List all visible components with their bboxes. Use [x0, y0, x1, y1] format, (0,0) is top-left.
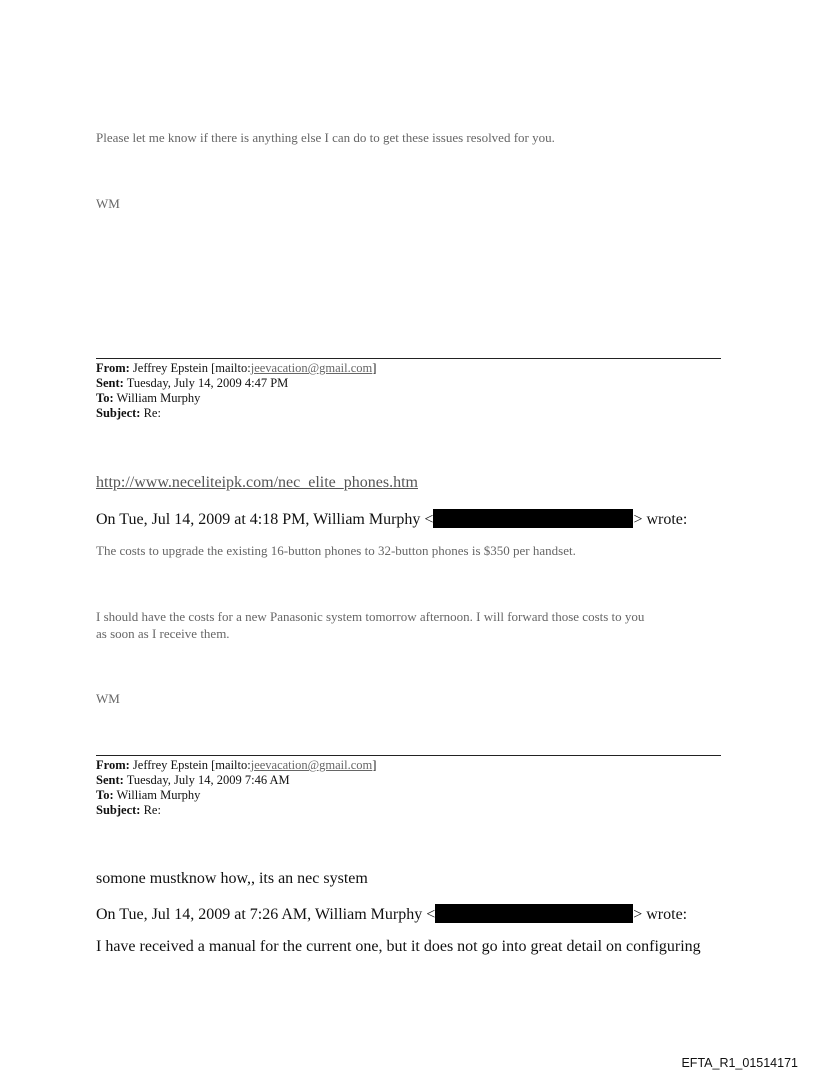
quoted-paragraph: as soon as I receive them.: [96, 626, 230, 641]
from-label: From:: [96, 361, 130, 375]
quoted-paragraph: The costs to upgrade the existing 16-button phones to 32-button phones is $350 per handset.: [96, 543, 576, 558]
document-id: EFTA_R1_01514171: [681, 1056, 798, 1070]
nec-phones-link[interactable]: http://www.neceliteipk.com/nec_elite_phones.htm: [96, 474, 418, 491]
sent-line: [96, 376, 376, 391]
quote-intro: [96, 509, 687, 529]
email-header: [96, 758, 376, 818]
to-line: [96, 391, 376, 406]
sent-line: [96, 773, 376, 788]
quote-intro-start: On Tue, Jul 14, 2009 at 4:18 PM, William Murphy <: [96, 511, 434, 528]
message-link-line: [96, 474, 418, 492]
email-header: [96, 361, 376, 421]
to-line: [96, 788, 376, 803]
to-value: William Murphy: [116, 391, 201, 405]
closing-line: Please let me know if there is anything else I can do to get these issues resolved for you.: [96, 130, 555, 145]
quote-intro-start: On Tue, Jul 14, 2009 at 7:26 AM, William Murphy <: [96, 906, 436, 923]
subject-value: Re:: [143, 803, 161, 817]
quoted-text: I have received a manual for the current one, but it does not go into great detail on configuring: [96, 938, 701, 955]
to-label: To:: [96, 788, 114, 802]
from-email-link[interactable]: jeevacation@gmail.com: [250, 361, 373, 375]
quoted-paragraph: I should have the costs for a new Panasonic system tomorrow afternoon. I will forward those costs to you: [96, 609, 645, 624]
message-body: somone mustknow how,, its an nec system: [96, 870, 368, 887]
sent-label: Sent:: [96, 376, 124, 390]
from-label: From:: [96, 758, 130, 772]
from-email-link[interactable]: jeevacation@gmail.com: [250, 758, 373, 772]
from-end: ]: [372, 361, 377, 375]
subject-value: Re:: [143, 406, 161, 420]
quote-intro: [96, 904, 687, 924]
subject-label: Subject:: [96, 803, 141, 817]
signature: WM: [96, 691, 120, 706]
quote-intro-end: > wrote:: [633, 906, 688, 923]
subject-line: [96, 406, 376, 421]
subject-label: Subject:: [96, 406, 141, 420]
to-label: To:: [96, 391, 114, 405]
redaction-box: [433, 509, 633, 528]
subject-line: [96, 803, 376, 818]
header-divider: [96, 755, 721, 756]
from-name: Jeffrey Epstein [mailto:: [132, 758, 251, 772]
header-divider: [96, 358, 721, 359]
from-line: [96, 361, 376, 376]
from-line: [96, 758, 376, 773]
from-name: Jeffrey Epstein [mailto:: [132, 361, 251, 375]
sent-label: Sent:: [96, 773, 124, 787]
to-value: William Murphy: [116, 788, 201, 802]
sent-value: Tuesday, July 14, 2009 4:47 PM: [126, 376, 289, 390]
redaction-box: [435, 904, 633, 923]
sent-value: Tuesday, July 14, 2009 7:46 AM: [126, 773, 290, 787]
quote-intro-end: > wrote:: [633, 511, 688, 528]
from-end: ]: [372, 758, 377, 772]
signature: WM: [96, 196, 120, 211]
